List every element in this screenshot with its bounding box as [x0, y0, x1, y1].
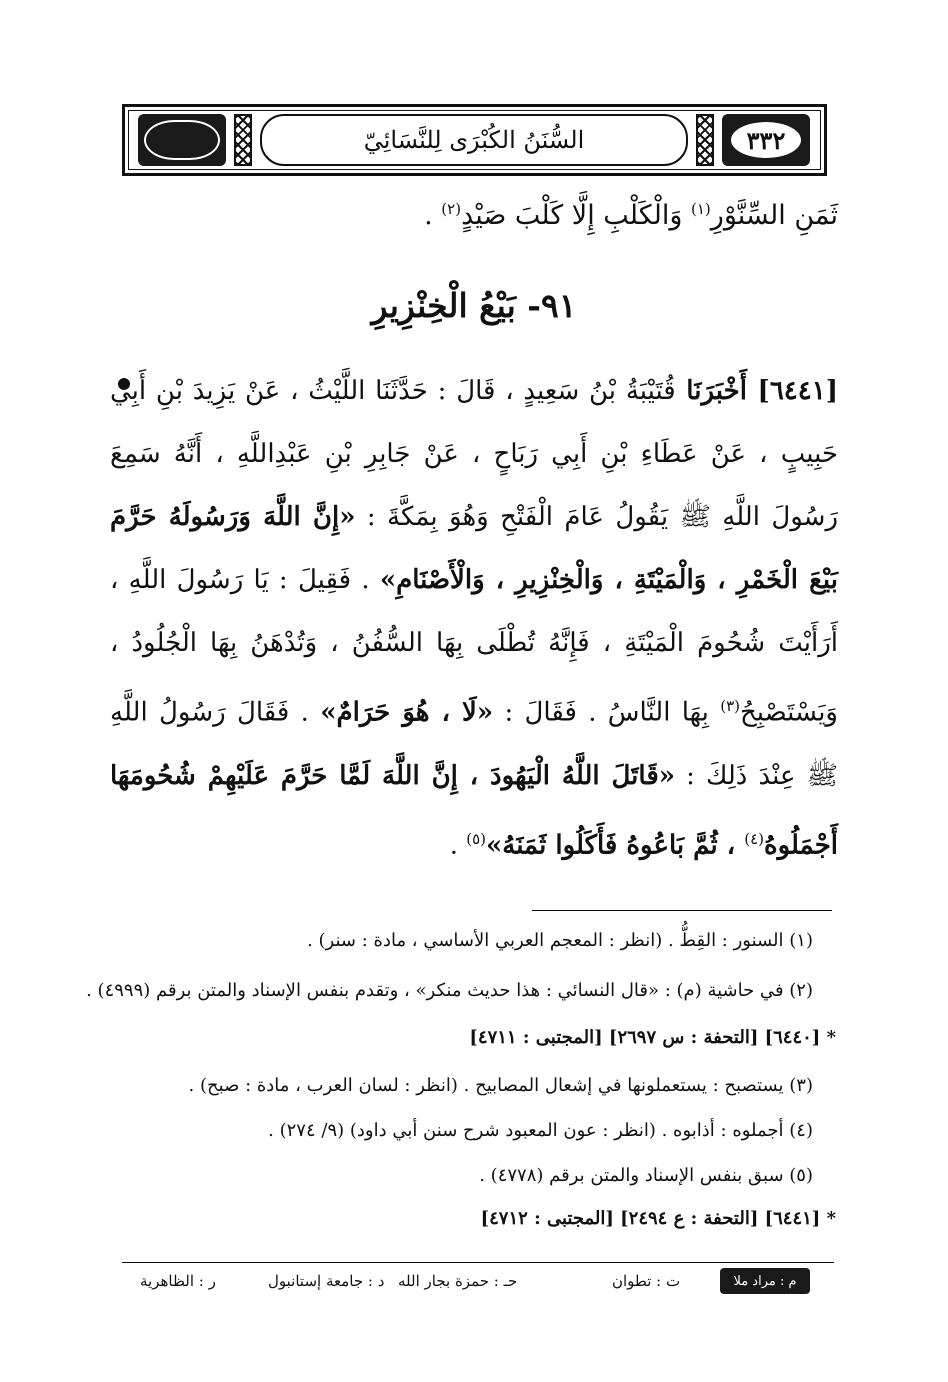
footnote-ref: (٥): [466, 829, 486, 848]
page-number-oval: [731, 122, 801, 158]
bottom-divider: [122, 1262, 834, 1263]
hadith-text: . فَقِيلَ : يَا رَسُولَ اللَّهِ ، أَرَأَيْتَ شُحُومَ الْمَيْتَةِ ، فَإِنَّهُ تُطْلَى بِهَا السُّفُنُ ، وَتُدْهَنُ بِهَا الْجُلُودُ ، وَيَسْتَصْبِحُ: [110, 565, 838, 728]
manuscript-label: ر : الظاهرية: [140, 1272, 216, 1290]
hadith-paragraph: [110, 360, 838, 877]
page-number-box: [722, 114, 810, 166]
hadith-text: بِهَا النَّاسُ . فَقَالَ :: [493, 697, 721, 728]
takhrij-note: * [٦٤٤٠] [التحفة : س ٢٦٩٧] [المجتبى : ٤٧١١]: [469, 1027, 836, 1048]
manuscript-label: حـ : حمزة بجار الله: [398, 1272, 518, 1290]
manuscript-label: ت : تطوان: [612, 1272, 681, 1290]
continuation-text: وَالْكَلْبِ إِلَّا كَلْبَ صَيْدٍ: [461, 200, 691, 231]
ornament-right: [696, 114, 714, 166]
continuation-line: [424, 200, 838, 231]
isnad-text: قُتَيْبَةُ بْنُ سَعِيدٍ ، قَالَ : حَدَّثَنَا اللَّيْثُ ، عَنْ يَزِيدَ بْنِ أَبِي حَبِيبٍ ، عَنْ عَطَاءِ بْنِ أَبِي رَبَاحٍ ، عَنْ جَابِرِ بْنِ عَبْدِاللَّهِ ، أَنَّهُ سَمِعَ رَسُولَ اللَّهِ ﷺ يَقُولُ عَامَ الْفَتْحِ وَهُوَ بِمَكَّةَ :: [110, 376, 839, 532]
book-seal-logo: [138, 114, 226, 166]
footnote: (١) السنور : القِطُّ . (انظر : المعجم العربي الأساسي ، مادة : سنر) .: [307, 930, 813, 951]
seal-oval: [144, 120, 220, 160]
continuation-text: .: [424, 200, 442, 231]
book-title: السُّنَنُ الكُبْرَى لِلنَّسَائِيّ: [363, 126, 585, 154]
hadith-text: .: [449, 830, 467, 861]
footnote: (٣) يستصبح : يستعملونها في إشعال المصابيح . (انظر : لسان العرب ، مادة : صبح) .: [188, 1075, 813, 1096]
footnote-ref: (١): [691, 200, 711, 218]
footnote: (٥) سبق بنفس الإسناد والمتن برقم (٤٧٧٨) .: [479, 1165, 813, 1186]
manuscript-badge: م : مراد ملا: [720, 1268, 810, 1294]
prophetic-quote: «لَا ، هُوَ حَرَامٌ»: [320, 697, 494, 728]
footnote-divider: [532, 910, 832, 911]
prophetic-quote: «إِنَّ اللَّهَ وَرَسُولَهُ حَرَّمَ بَيْعَ الْخَمْرِ ، وَالْمَيْتَةِ ، وَالْخِنْزِيرِ ، وَالْأَصْنَامِ»: [110, 502, 838, 595]
akhbarana-word: أَخْبَرَنَا: [675, 376, 758, 406]
footnote-ref: (٤): [744, 829, 764, 848]
prophetic-quote: «قَاتَلَ اللَّهُ الْيَهُودَ ، إِنَّ اللَّهَ لَمَّا حَرَّمَ عَلَيْهِمْ شُحُومَهَا أَجْمَلُوهُ: [110, 760, 838, 861]
page-number: ٣٣٢: [746, 125, 786, 155]
manuscript-label: د : جامعة إستانبول: [268, 1272, 385, 1290]
footnote: (٢) في حاشية (م) : «قال النسائي : هذا حديث منكر» ، وتقدم بنفس الإسناد والمتن برقم (٤٩٩٩) .: [86, 980, 813, 1001]
footnote: (٤) أجملوه : أذابوه . (انظر : عون المعبود شرح سنن أبي داود) (٩/ ٢٧٤) .: [268, 1120, 813, 1141]
hadith-number: [٦٤٤١]: [757, 376, 839, 406]
prophetic-quote: ، ثُمَّ بَاعُوهُ فَأَكَلُوا ثَمَنَهُ»: [486, 830, 745, 861]
page-header: [122, 104, 827, 176]
takhrij-note: * [٦٤٤١] [التحفة : ع ٢٤٩٤] [المجتبى : ٤٧١٢]: [480, 1208, 836, 1229]
continuation-text: ثَمَنِ السِّنَّوْرِ: [710, 200, 838, 231]
title-cartouche: [260, 114, 688, 166]
footnote-ref: (٢): [441, 200, 462, 218]
ornament-left: [234, 114, 252, 166]
chapter-title: ٩١- بَيْعُ الْخِنْزِيرِ: [371, 286, 577, 325]
hadith-text: . فَقَالَ رَسُولُ اللَّهِ ﷺ عِنْدَ ذَلِكَ :: [110, 697, 838, 791]
footnote-ref: (٣): [720, 697, 740, 715]
